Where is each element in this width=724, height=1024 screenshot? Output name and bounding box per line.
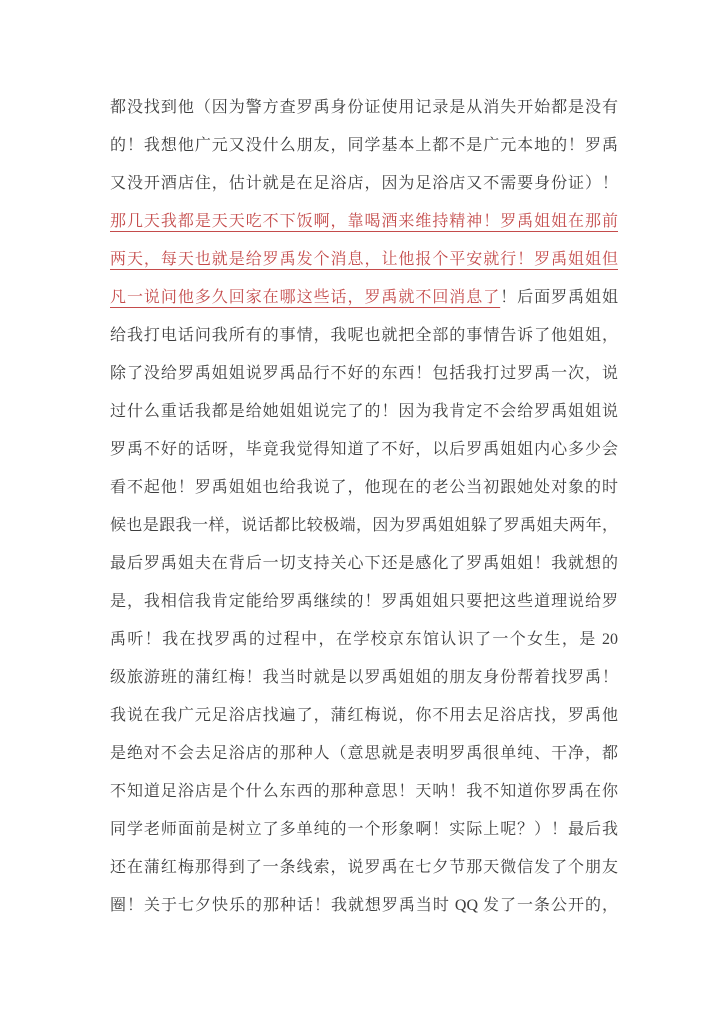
body-text: 过什么重话我都是给她姐姐说完了的！因为我肯定不会给罗禹姐姐说 — [110, 403, 618, 420]
text-line — [110, 127, 618, 165]
body-text: 都没找到他（因为警方查罗禹身份证使用记录是从消失开始都是没有 — [110, 99, 618, 116]
body-text: 给我打电话问我所有的事情，我呢也就把全部的事情告诉了他姐姐， — [110, 327, 618, 344]
body-text: 同学老师面前是树立了多单纯的一个形象啊！实际上呢？）！最后我 — [110, 821, 618, 838]
text-line — [110, 431, 618, 469]
text-line — [110, 545, 618, 583]
body-text: 候也是跟我一样，说话都比较极端，因为罗禹姐姐躲了罗禹姐夫两年， — [110, 517, 618, 534]
body-text: 禹听！我在找罗禹的过程中，在学校京东馆认识了一个女生，是 20 — [110, 631, 618, 648]
body-text: 除了没给罗禹姐姐说罗禹品行不好的东西！包括我打过罗禹一次，说 — [110, 365, 618, 382]
text-line — [110, 241, 618, 279]
emphasized-red-underlined-text: 两天，每天也就是给罗禹发个消息，让他报个平安就行！罗禹姐姐但 — [110, 251, 618, 268]
body-text: 罗禹不好的话呀，毕竟我觉得知道了不好，以后罗禹姐姐内心多少会 — [110, 441, 618, 458]
body-text: ！后面罗禹姐姐 — [500, 289, 618, 306]
text-line — [110, 735, 618, 773]
text-line — [110, 165, 618, 203]
body-text: 的！我想他广元又没什么朋友，同学基本上都不是广元本地的！罗禹 — [110, 137, 618, 154]
text-line — [110, 279, 618, 317]
body-text: 是，我相信我肯定能给罗禹继续的！罗禹姐姐只要把这些道理说给罗 — [110, 593, 618, 610]
text-line — [110, 697, 618, 735]
body-text: 不知道足浴店是个什么东西的那种意思！天呐！我不知道你罗禹在你 — [110, 783, 618, 800]
text-line — [110, 621, 618, 659]
document-body — [110, 89, 618, 925]
text-line — [110, 849, 618, 887]
text-line — [110, 317, 618, 355]
text-line — [110, 355, 618, 393]
emphasized-red-underlined-text: 那几天我都是天天吃不下饭啊，靠喝酒来维持精神！罗禹姐姐在那前 — [110, 213, 618, 230]
body-text: 是绝对不会去足浴店的那种人（意思就是表明罗禹很单纯、干净，都 — [110, 745, 618, 762]
text-line — [110, 393, 618, 431]
body-text: 看不起他！罗禹姐姐也给我说了，他现在的老公当初跟她处对象的时 — [110, 479, 618, 496]
text-line — [110, 203, 618, 241]
text-line — [110, 469, 618, 507]
body-text: 又没开酒店住，估计就是在足浴店，因为足浴店又不需要身份证）！ — [110, 175, 618, 192]
text-line — [110, 773, 618, 811]
text-line — [110, 89, 618, 127]
body-text: 还在蒲红梅那得到了一条线索，说罗禹在七夕节那天微信发了个朋友 — [110, 859, 618, 876]
text-line — [110, 507, 618, 545]
text-line — [110, 583, 618, 621]
emphasized-red-underlined-text: 凡一说问他多久回家在哪这些话，罗禹就不回消息了 — [110, 289, 501, 306]
body-text: 圈！关于七夕快乐的那种话！我就想罗禹当时 QQ 发了一条公开的， — [110, 897, 618, 914]
text-line — [110, 887, 618, 925]
body-text: 级旅游班的蒲红梅！我当时就是以罗禹姐姐的朋友身份帮着找罗禹！ — [110, 669, 618, 686]
body-text: 最后罗禹姐夫在背后一切支持关心下还是感化了罗禹姐姐！我就想的 — [110, 555, 618, 572]
text-line — [110, 659, 618, 697]
text-line — [110, 811, 618, 849]
body-text: 我说在我广元足浴店找遍了，蒲红梅说，你不用去足浴店找，罗禹他 — [110, 707, 618, 724]
